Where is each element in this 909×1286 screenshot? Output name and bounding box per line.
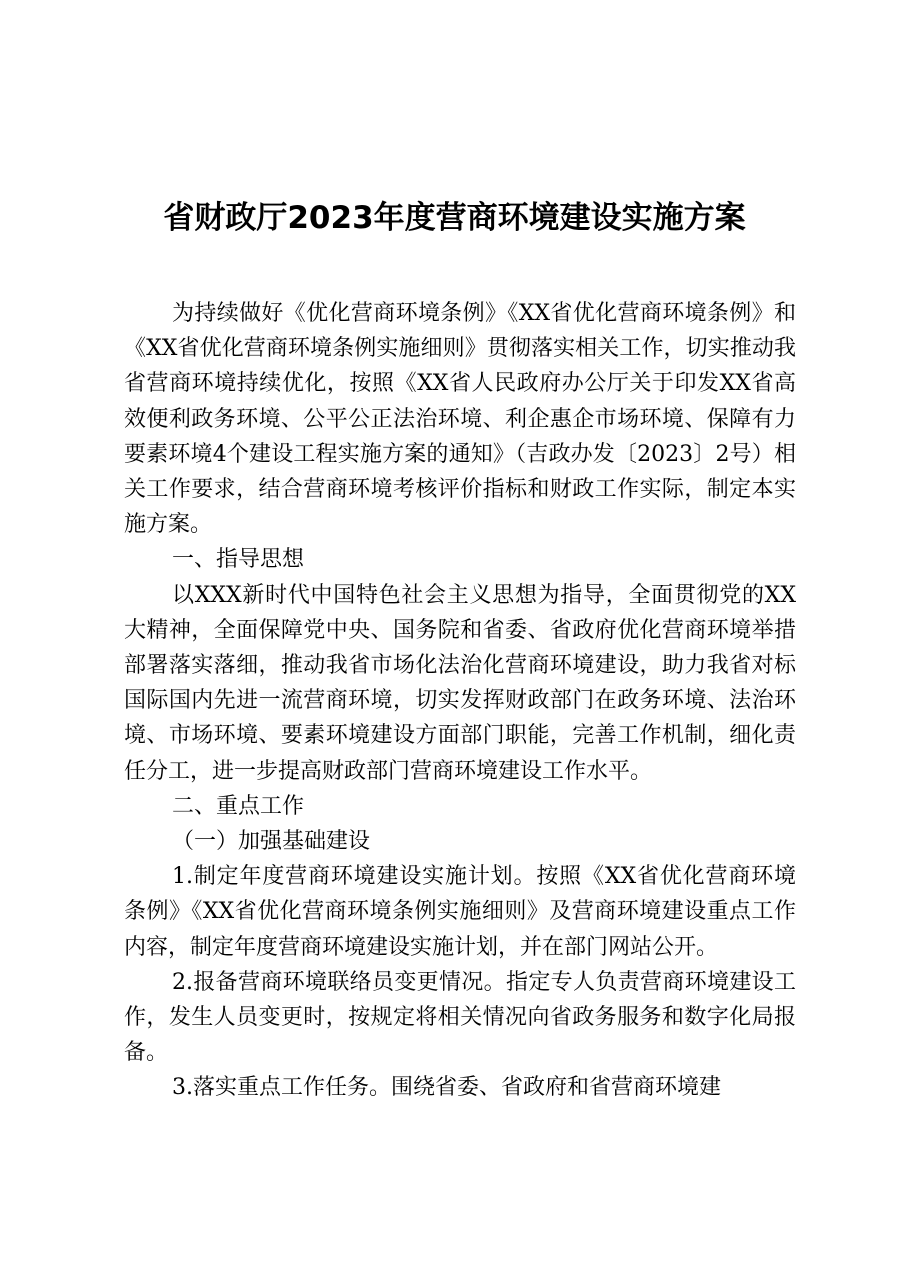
heading-guiding-ideology: 一、指导思想 (172, 547, 305, 573)
document-body (124, 296, 796, 1106)
heading-key-work: 二、重点工作 (172, 793, 305, 819)
document-title: 省财政厅2023年度营商环境建设实施方案 (163, 200, 746, 236)
paragraph-guiding-ideology: 以XXX新时代中国特色社会主义思想为指导，全面贯彻党的XX大精神，全面保障党中央、国务院和省委、省政府优化营商环境举措部署落实落细，推动我省市场化法治化营商环境建设，助力我省对标国际国内先进一流营商环境，切实发挥财政部门在政务环境、法治环境、市场环境、要素环境建设方面部门职能，完善工作机制，细化责任分工，进一步提高财政部门营商环境建设工作水平。 (124, 582, 796, 784)
list-item-2: 2.报备营商环境联络员变更情况。指定专人负责营商环境建设工作，发生人员变更时，按规定将相关情况向省政务服务和数字化局报备。 (124, 969, 796, 1066)
list-item-1: 1.制定年度营商环境建设实施计划。按照《XX省优化营商环境条例》《XX省优化营商环境条例实施细则》及营商环境建设重点工作内容，制定年度营商环境建设实施计划，并在部门网站公开。 (124, 864, 796, 960)
subheading-infrastructure: （一）加强基础建设 (172, 829, 371, 855)
list-item-3: 3.落实重点工作任务。围绕省委、省政府和省营商环境建 (172, 1075, 721, 1101)
paragraph-intro: 为持续做好《优化营商环境条例》《XX省优化营商环境条例》和《XX省优化营商环境条例实施细则》贯彻落实相关工作，切实推动我省营商环境持续优化，按照《XX省人民政府办公厅关于印发XX省高效便利政务环境、公平公正法治环境、利企惠企市场环境、保障有力要素环境4个建设工程实施方案的通知》（吉政办发〔2023〕2号）相关工作要求，结合营商环境考核评价指标和财政工作实际，制定本实施方案。 (124, 301, 796, 538)
